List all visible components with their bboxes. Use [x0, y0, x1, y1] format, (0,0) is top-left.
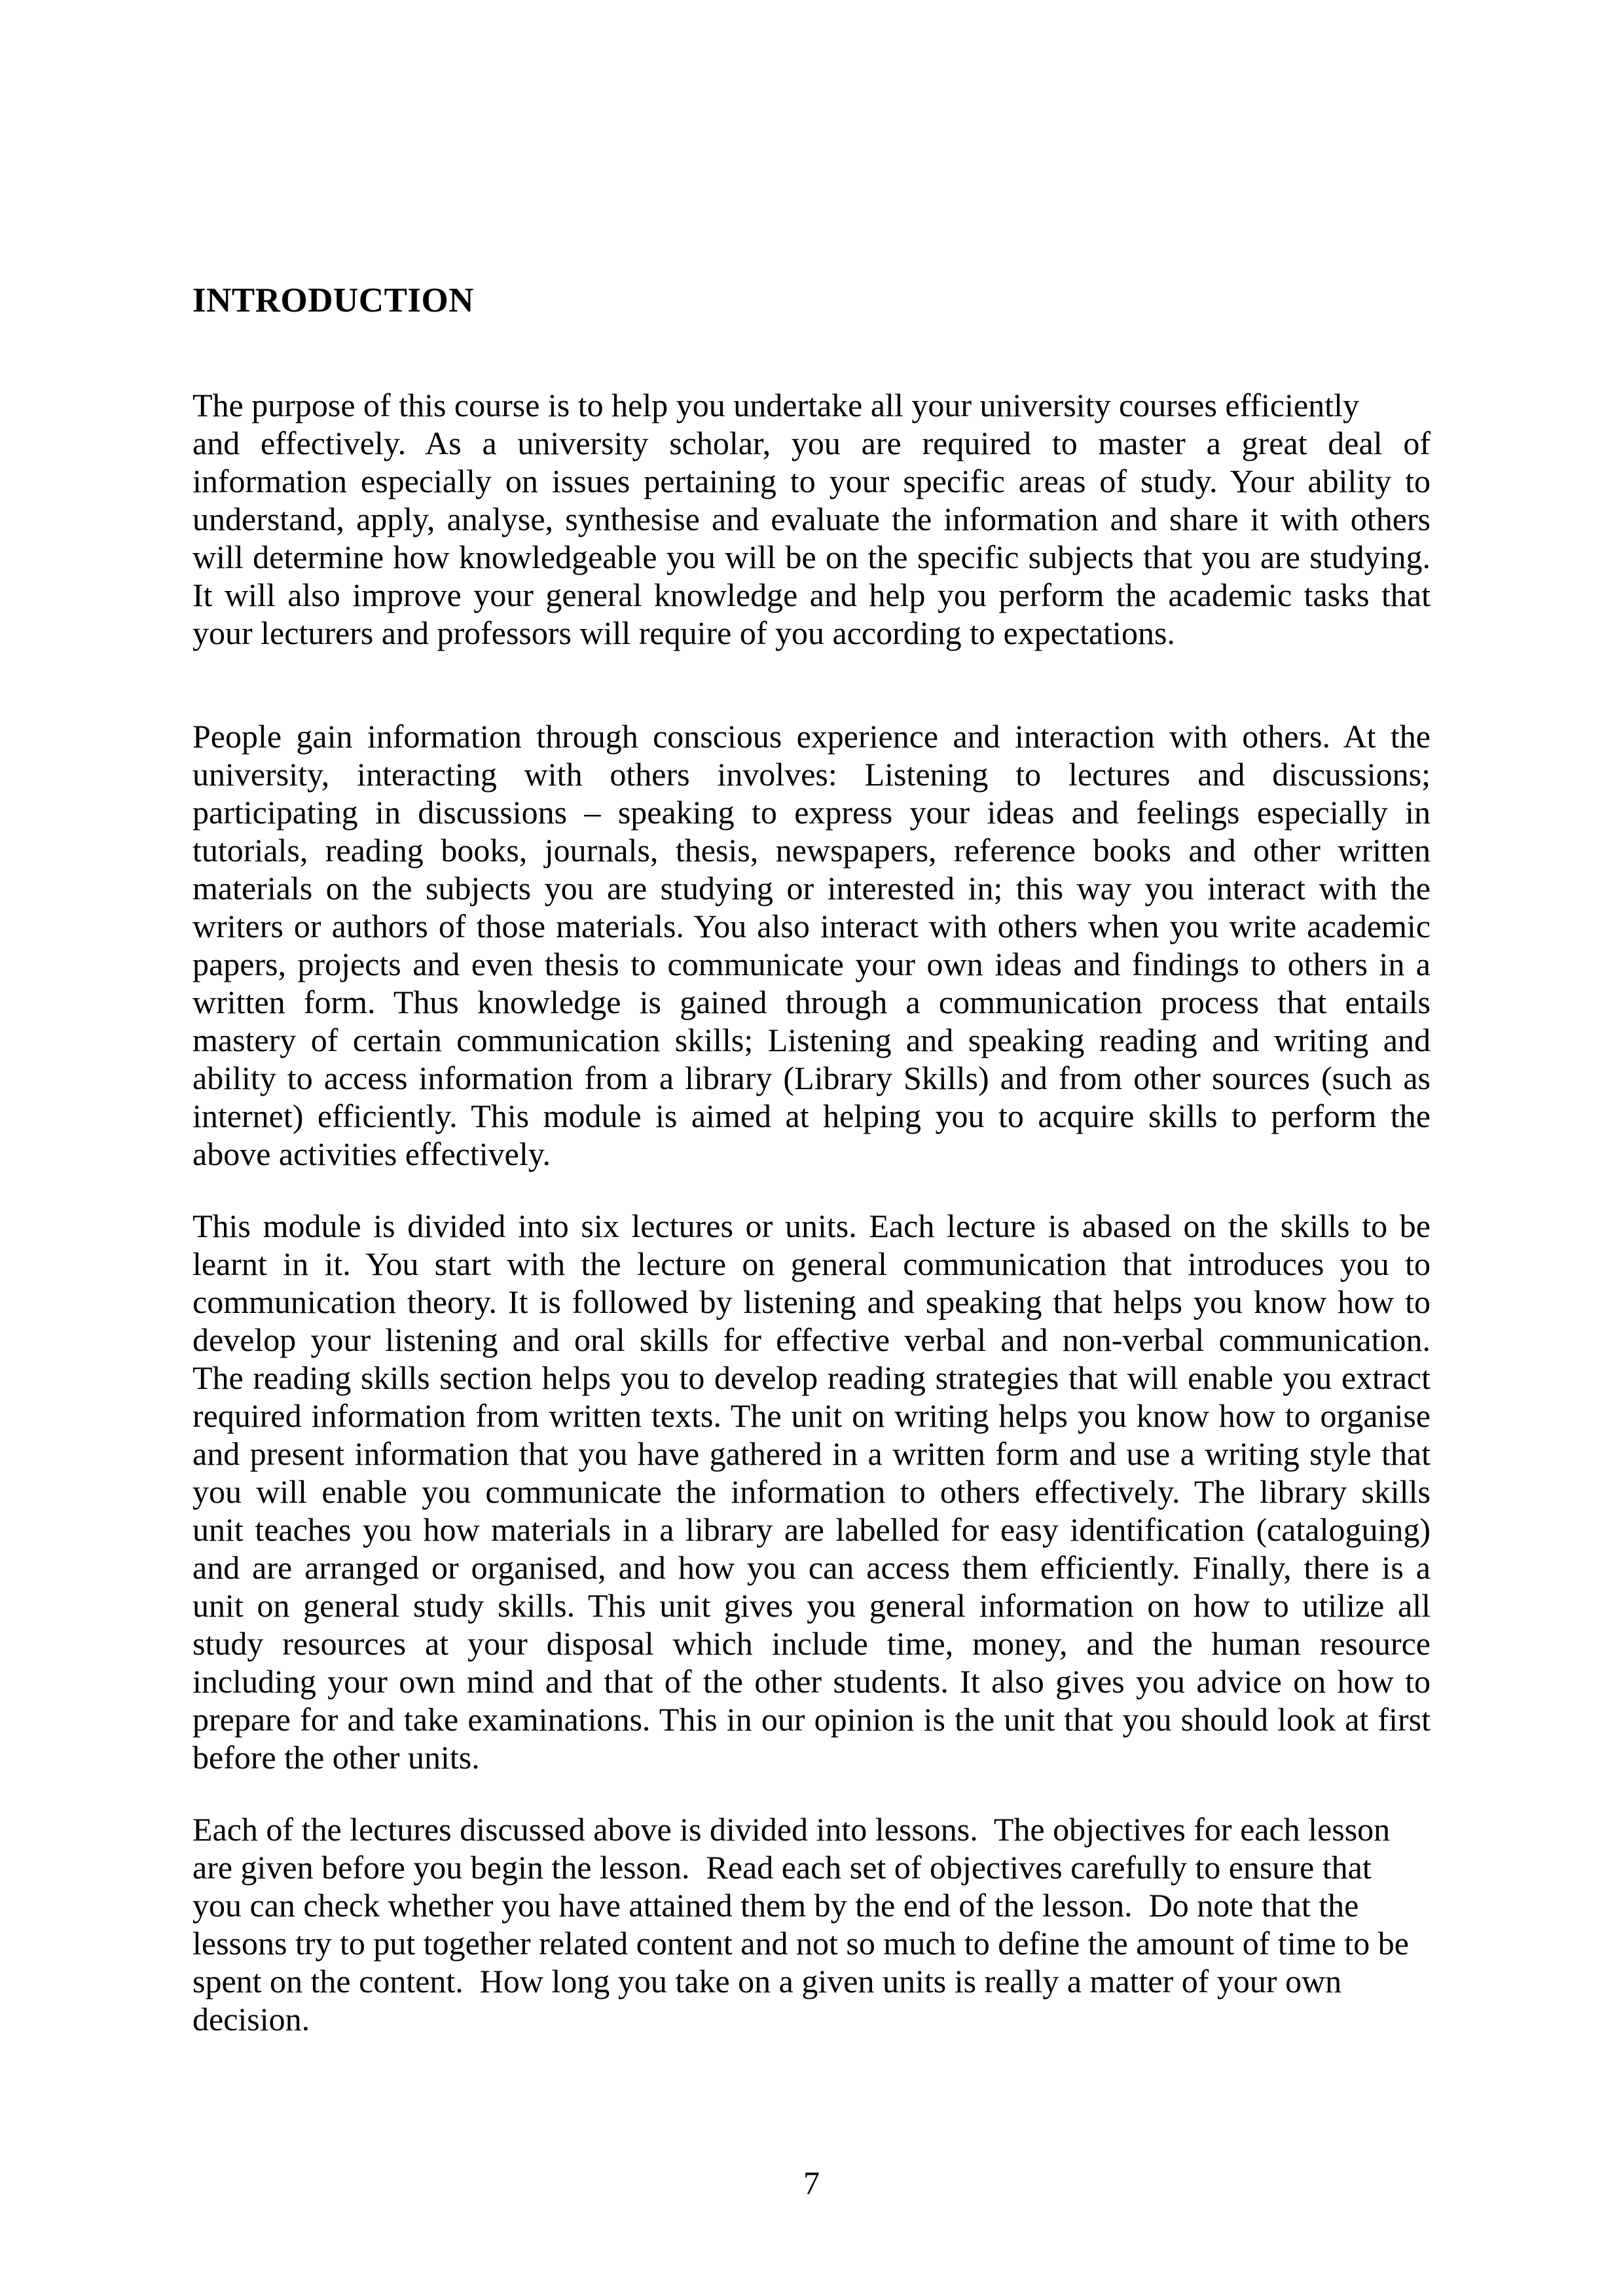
text-line: spent on the content. How long you take on a given units is really a matter of your own [192, 1963, 1342, 2000]
text-line: you can check whether you have attained them by the end of the lesson. Do note that the [192, 1887, 1359, 1924]
text-line: mastery of certain communication skills; Listening and speaking reading and writing and [192, 1022, 1431, 1058]
text-line: including your own mind and that of the other students. It also gives you advice on how to [192, 1663, 1431, 1700]
text-line: understand, apply, analyse, synthesise and evaluate the information and share it with others [192, 501, 1431, 537]
text-line: written form. Thus knowledge is gained through a communication process that entails [192, 984, 1431, 1020]
text-line: learnt in it. You start with the lecture on general communication that introduces you to [192, 1246, 1431, 1282]
text-line: and are arranged or organised, and how you can access them efficiently. Finally, there is a [192, 1549, 1431, 1586]
text-line: lessons try to put together related content and not so much to define the amount of time to be [192, 1925, 1409, 1962]
paragraph [192, 1207, 1431, 1776]
text-line: you will enable you communicate the information to others effectively. The library skills [192, 1473, 1431, 1510]
text-line: ability to access information from a library (Library Skills) and from other sources (such as [192, 1060, 1431, 1096]
paragraph [192, 1810, 1431, 2038]
page-title: INTRODUCTION [192, 281, 475, 319]
text-line: unit teaches you how materials in a library are labelled for easy identification (cataloguing) [192, 1511, 1431, 1548]
text-line: university, interacting with others involves: Listening to lectures and discussions; [192, 756, 1431, 793]
text-line: information especially on issues pertaining to your specific areas of study. Your ability to [192, 463, 1431, 499]
text-line: internet) efficiently. This module is aimed at helping you to acquire skills to perform the [192, 1098, 1431, 1134]
text-line: study resources at your disposal which include time, money, and the human resource [192, 1625, 1431, 1662]
text-line: unit on general study skills. This unit gives you general information on how to utilize all [192, 1587, 1431, 1624]
text-line: The reading skills section helps you to develop reading strategies that will enable you extract [192, 1359, 1431, 1396]
text-line: develop your listening and oral skills for effective verbal and non-verbal communication. [192, 1321, 1431, 1358]
text-line: This module is divided into six lectures or units. Each lecture is abased on the skills to be [192, 1208, 1431, 1244]
text-line: materials on the subjects you are studying or interested in; this way you interact with the [192, 870, 1431, 906]
text-line: It will also improve your general knowledge and help you perform the academic tasks that [192, 577, 1431, 613]
text-line: before the other units. [192, 1739, 480, 1776]
paragraph [192, 717, 1431, 1173]
text-line: above activities effectively. [192, 1136, 551, 1172]
text-line: prepare for and take examinations. This in our opinion is the unit that you should look at first [192, 1701, 1431, 1738]
text-line: and present information that you have gathered in a written form and use a writing style that [192, 1435, 1431, 1472]
text-line: required information from written texts. The unit on writing helps you know how to organise [192, 1397, 1431, 1434]
text-line: and effectively. As a university scholar, you are required to master a great deal of [192, 425, 1431, 461]
page-number: 7 [803, 2164, 820, 2201]
text-line: your lecturers and professors will require of you according to expectations. [192, 615, 1175, 651]
text-line: decision. [192, 2001, 310, 2037]
text-line: The purpose of this course is to help you undertake all your university courses efficiently [192, 387, 1359, 423]
text-line: Each of the lectures discussed above is divided into lessons. The objectives for each lesson [192, 1811, 1391, 1848]
text-line: writers or authors of those materials. You also interact with others when you write academic [192, 908, 1431, 944]
document-body [192, 386, 1431, 2038]
text-line: papers, projects and even thesis to communicate your own ideas and findings to others in a [192, 946, 1431, 982]
text-line: tutorials, reading books, journals, thesis, newspapers, reference books and other written [192, 832, 1431, 869]
page-footer [0, 2164, 1623, 2202]
text-line: communication theory. It is followed by listening and speaking that helps you know how to [192, 1283, 1431, 1320]
paragraph [192, 386, 1431, 652]
text-line: participating in discussions – speaking to express your ideas and feelings especially in [192, 794, 1431, 831]
text-line: will determine how knowledgeable you will be on the specific subjects that you are studying. [192, 539, 1431, 575]
text-line: are given before you begin the lesson. Read each set of objectives carefully to ensure that [192, 1849, 1372, 1886]
text-line: People gain information through conscious experience and interaction with others. At the [192, 718, 1431, 755]
